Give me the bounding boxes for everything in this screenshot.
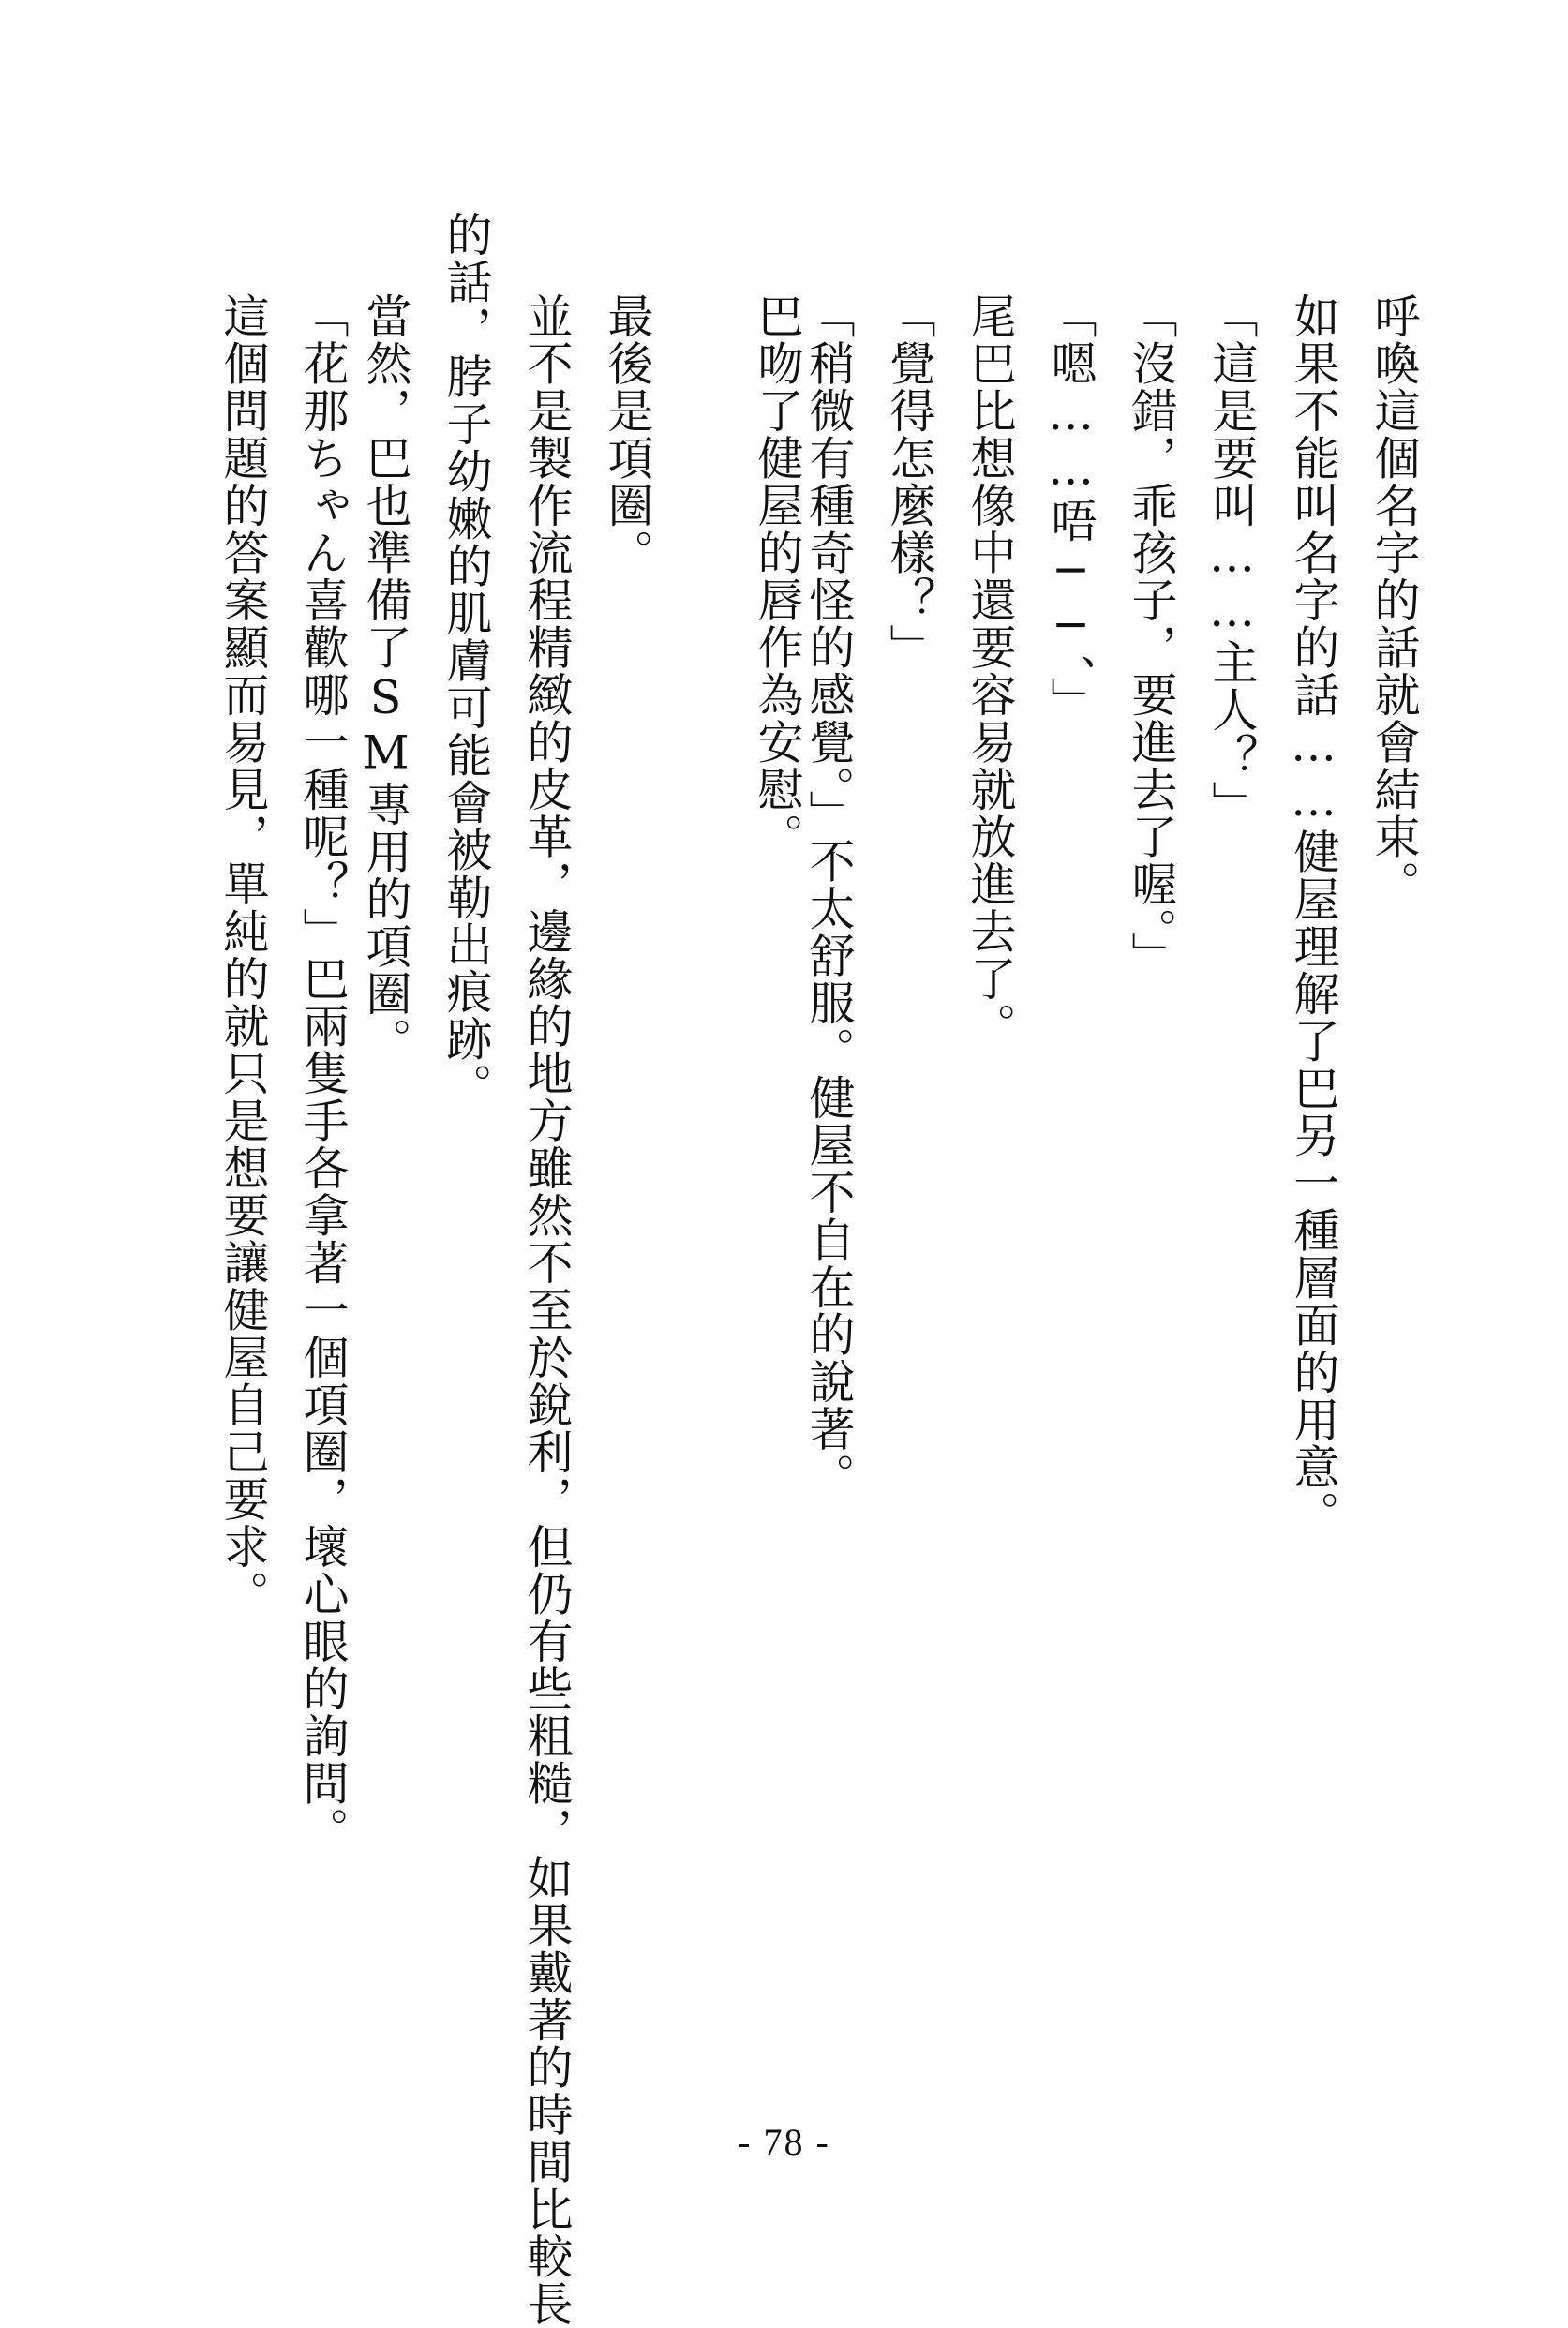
text-column: 當然，巴也準備了SM專用的項圈。 (359, 292, 412, 1065)
text-column: 「嗯……唔──、」 (1044, 292, 1098, 725)
text-column: 「沒錯，乖孩子，要進去了喔。」 (1125, 292, 1178, 979)
text-column: 並不是製作流程精緻的皮革，邊緣的地方雖然不至於銳利，但仍有些粗糙，如果戴著的時間比較長 (520, 292, 574, 2328)
page-number: - 78 - (738, 2121, 830, 2163)
text-column: 「花那ちゃん喜歡哪一種呢？」巴兩隻手各拿著一個項圈，壞心眼的詢問。 (296, 292, 350, 1855)
text-column: 「這是要叫……主人？」 (1205, 292, 1259, 828)
text-column: 最後是項圈。 (601, 292, 654, 576)
text-column: 尾巴比想像中還要容易就放進去了。 (963, 292, 1017, 1050)
text-column: 「稍微有種奇怪的感覺。」不太舒服。健屋不自在的說著。 (802, 292, 856, 1500)
text-column: 這個問題的答案顯而易見，單純的就只是想要讓健屋自己要求。 (217, 292, 270, 1618)
text-column: 呼喚這個名字的話就會結束。 (1367, 292, 1421, 908)
text-column: 「覺得怎麼樣？」 (883, 292, 936, 671)
text-column: 巴吻了健屋的唇作為安慰。 (751, 292, 804, 860)
text-column: 的話，脖子幼嫩的肌膚可能會被勒出痕跡。 (440, 211, 493, 1111)
text-column: 如果不能叫名字的話……健屋理解了巴另一種層面的用意。 (1287, 292, 1340, 1538)
